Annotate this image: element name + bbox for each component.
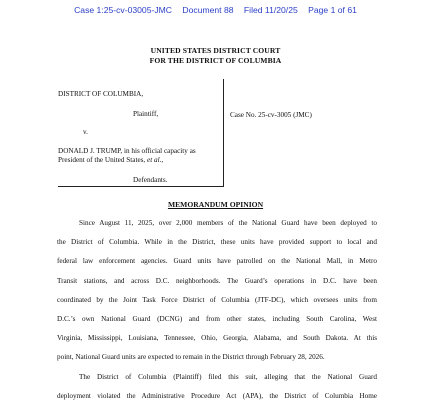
- document-number-header: Document 88: [182, 5, 234, 15]
- court-title: [0, 46, 431, 65]
- defendant-name-line-1: DONALD J. TRUMP, in his official capacity as: [58, 147, 196, 155]
- paragraph-1-line: Since August 11, 2025, over 2,000 members of the National Guard have been deployed to: [79, 219, 377, 227]
- court-title-line-1: UNITED STATES DISTRICT COURT: [150, 46, 281, 55]
- memorandum-heading: MEMORANDUM OPINION: [167, 200, 264, 209]
- paragraph-1-line: Virginia, Mississippi, Louisiana, Tennessee, Ohio, Georgia, Alabama, and South Dakota. At this: [57, 334, 377, 343]
- paragraph-1-line: Transit stations, and across D.C. neighborhoods. The Guard’s operations in D.C. have been: [57, 276, 377, 285]
- court-title-line-2: FOR THE DISTRICT OF COLUMBIA: [149, 55, 282, 65]
- page-number-header: Page 1 of 61: [308, 5, 357, 15]
- case-number-header: Case 1:25-cv-03005-JMC: [74, 5, 173, 15]
- paragraph-2-line: deployment violated the Administrative Procedure Act (APA), the District of Columbia Home: [57, 392, 377, 401]
- versus-label: v.: [83, 128, 88, 136]
- paragraph-2-line: The District of Columbia (Plaintiff) filed this suit, alleging that the National Guard: [79, 373, 377, 381]
- case-caption-parties: [58, 79, 224, 187]
- paragraph-1-line: the District of Columbia. While in the District, these units have provided support to local and: [57, 238, 377, 247]
- et-al: et al.: [147, 156, 162, 164]
- case-number-caption: Case No. 25-cv-3005 (JMC): [230, 111, 312, 119]
- defendant-comma: ,: [161, 156, 164, 164]
- defendant-name-line-2: [58, 156, 163, 165]
- paragraph-1-line: federal law enforcement agencies. Guard units have patrolled on the National Mall, in Metro: [57, 257, 377, 266]
- plaintiff-name: DISTRICT OF COLUMBIA,: [58, 90, 144, 98]
- paragraph-1-line: coordinated by the Joint Task Force District of Columbia (JTF-DC), which oversees units from: [57, 295, 377, 304]
- paragraph-1: [57, 214, 377, 368]
- plaintiff-role: Plaintiff,: [133, 110, 159, 118]
- paragraph-1-line: D.C.’s own National Guard (DCNG) and from other states, including South Carolina, West: [57, 314, 377, 323]
- paragraph-1-line: point, National Guard units are expected to remain in the District through February 28, 2026.: [57, 353, 325, 362]
- filed-date-header: Filed 11/20/25: [243, 5, 298, 15]
- defendant-role: Defendants.: [133, 176, 168, 184]
- defendant-title: President of the United States,: [58, 156, 148, 164]
- paragraph-2: [57, 368, 377, 406]
- ecf-filing-header: [0, 5, 431, 15]
